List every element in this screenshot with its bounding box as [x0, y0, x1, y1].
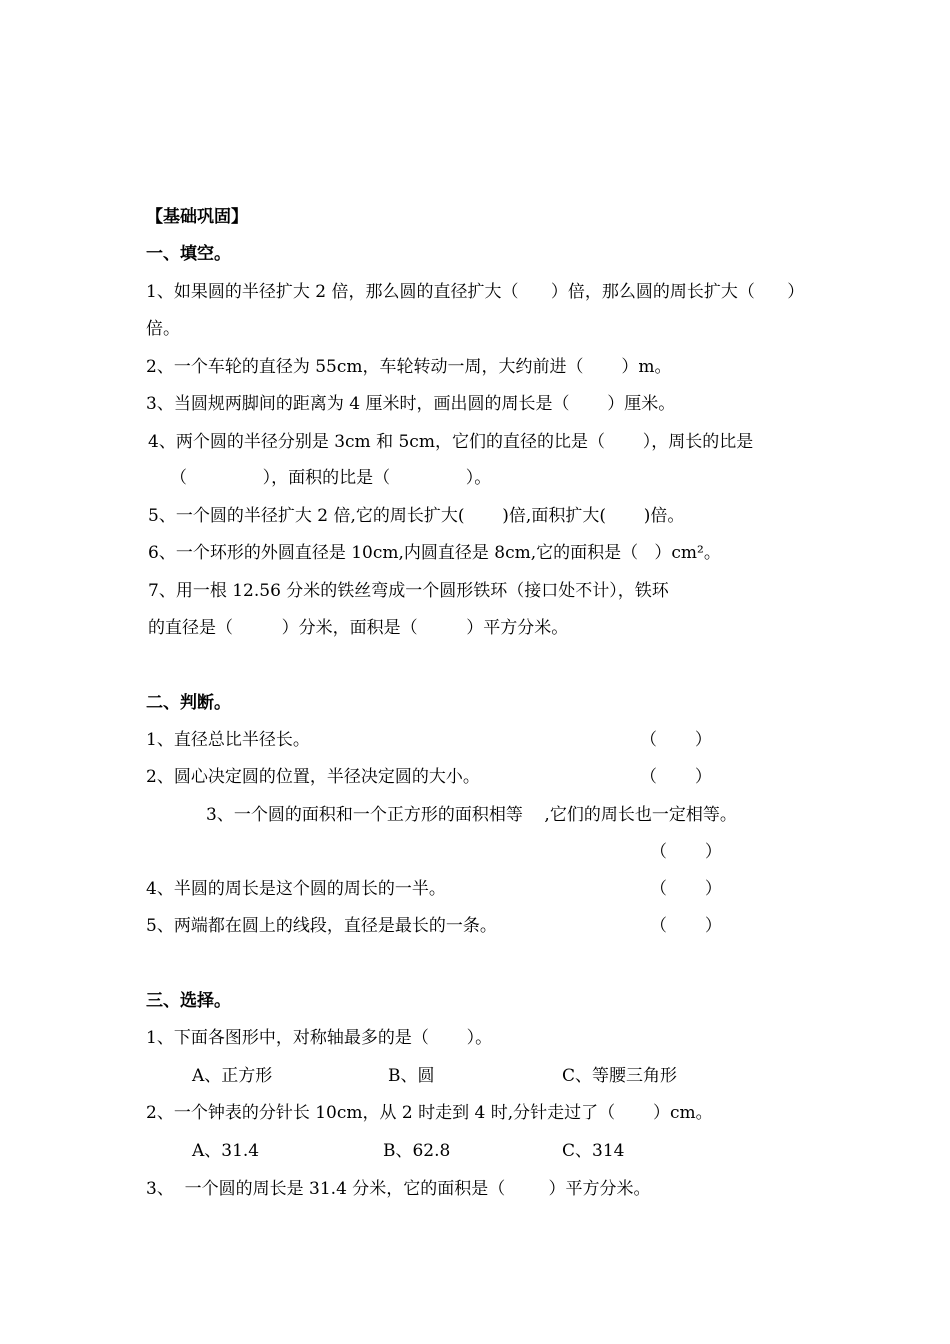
answer-bracket: （ ） [650, 879, 722, 899]
choice-question: 1、下面各图形中，对称轴最多的是（ ）。 [146, 1028, 493, 1048]
question-line: 7、用一根 12.56 分米的铁丝弯成一个圆形铁环（接口处不计），铁环 [148, 581, 669, 601]
answer-bracket: （ ） [650, 916, 722, 936]
question-line: 4、两个圆的半径分别是 3cm 和 5cm，它们的直径的比是（ ），周长的比是 [148, 432, 754, 452]
answer-bracket: （ ） [640, 730, 712, 750]
answer-bracket: （ ） [650, 842, 722, 862]
section-heading-fill-blank: 一、填空。 [146, 244, 231, 264]
choice-option: A、正方形 [192, 1066, 273, 1086]
choice-option: B、62.8 [383, 1141, 451, 1161]
judgement-text: 4、半圆的周长是这个圆的周长的一半。 [146, 879, 446, 899]
choice-option: C、314 [562, 1141, 625, 1161]
section-heading-true-false: 二、判断。 [146, 693, 231, 713]
page-title: 【基础巩固】 [146, 207, 248, 227]
question-line: 的直径是（ ）分米，面积是（ ）平方分米。 [148, 618, 569, 638]
choice-question: 2、一个钟表的分针长 10cm，从 2 时走到 4 时,分针走过了（ ）cm。 [146, 1103, 713, 1123]
question-line: 倍。 [146, 319, 180, 339]
answer-bracket: （ ） [640, 767, 712, 787]
question-line: （ ），面积的比是（ ）。 [170, 468, 492, 488]
section-heading-multiple-choice: 三、选择。 [146, 991, 231, 1011]
judgement-text: 1、直径总比半径长。 [146, 730, 310, 750]
question-line: 5、一个圆的半径扩大 2 倍,它的周长扩大( )倍,面积扩大( )倍。 [148, 506, 685, 526]
choice-option: B、圆 [388, 1066, 435, 1086]
choice-option: C、等腰三角形 [562, 1066, 678, 1086]
question-line: 3、当圆规两脚间的距离为 4 厘米时，画出圆的周长是（ ）厘米。 [146, 394, 676, 414]
question-line: 2、一个车轮的直径为 55cm，车轮转动一周，大约前进（ ）m。 [146, 357, 672, 377]
question-line: 6、一个环形的外圆直径是 10cm,内圆直径是 8cm,它的面积是（ ）cm²。 [148, 543, 721, 563]
choice-option: A、31.4 [192, 1141, 260, 1161]
judgement-text: 5、两端都在圆上的线段，直径是最长的一条。 [146, 916, 497, 936]
choice-question: 3、 一个圆的周长是 31.4 分米，它的面积是（ ）平方分米。 [146, 1179, 651, 1199]
judgement-text: 3、一个圆的面积和一个正方形的面积相等 ,它们的周长也一定相等。 [206, 805, 737, 825]
judgement-text: 2、圆心决定圆的位置，半径决定圆的大小。 [146, 767, 480, 787]
question-line: 1、如果圆的半径扩大 2 倍，那么圆的直径扩大（ ）倍，那么圆的周长扩大（ ） [146, 282, 805, 302]
